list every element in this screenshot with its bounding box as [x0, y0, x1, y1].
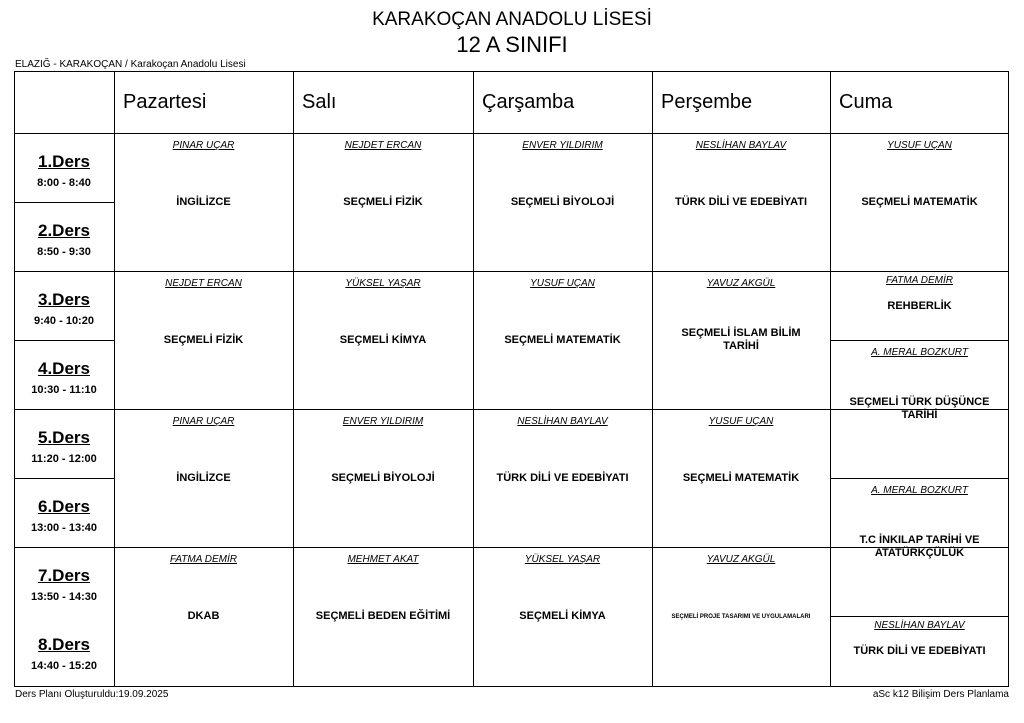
- subject-name: SEÇMELİ MATEMATİK: [504, 334, 621, 346]
- subject-name: TÜRK DİLİ VE EDEBİYATI: [674, 196, 808, 208]
- day-header-tuesday: Salı: [302, 90, 337, 113]
- subject-name: SEÇMELİ KİMYA: [519, 610, 606, 622]
- teacher-name: NESLİHAN BAYLAV: [695, 140, 787, 151]
- period-2: [14, 202, 114, 271]
- day-header-wednesday: Çarşamba: [482, 90, 575, 113]
- teacher-name: YÜKSEL YAŞAR: [345, 278, 421, 289]
- period-name: 4.Ders: [38, 359, 90, 378]
- lesson-cell: [114, 409, 293, 547]
- teacher-name: NESLİHAN BAYLAV: [517, 416, 608, 427]
- subject-name: SEÇMELİ KİMYA: [339, 334, 427, 346]
- teacher-name: NESLİHAN BAYLAV: [874, 620, 965, 631]
- subject-name: SEÇMELİ PROJE TASARIMI VE UYGULAMALARI: [671, 614, 811, 620]
- period-6: [14, 478, 114, 547]
- teacher-name: A. MERAL BOZKURT: [871, 347, 968, 358]
- teacher-name: PINAR UÇAR: [172, 140, 235, 151]
- subject-name: İNGİLİZCE: [176, 472, 231, 484]
- teacher-name: NEJDET ERCAN: [165, 278, 242, 289]
- lesson-cell: [293, 271, 473, 409]
- period-time: 10:30 - 11:10: [31, 384, 97, 396]
- subject-name: TÜRK DİLİ VE EDEBİYATI: [853, 645, 986, 657]
- lesson-cell: [114, 547, 293, 685]
- subject-name: REHBERLİK: [887, 300, 952, 312]
- lesson-cell: [473, 271, 652, 409]
- lesson-cell: [114, 271, 293, 409]
- period-name: 6.Ders: [38, 497, 90, 516]
- lesson-cell: [293, 409, 473, 547]
- teacher-name: NEJDET ERCAN: [344, 140, 422, 151]
- period-name: 3.Ders: [38, 290, 90, 309]
- day-header-thursday: Perşembe: [661, 90, 753, 113]
- subject-name: SEÇMELİ FİZİK: [343, 196, 423, 208]
- period-7: [14, 547, 114, 616]
- lesson-cell: [293, 133, 473, 271]
- teacher-name: FATMA DEMİR: [885, 275, 954, 286]
- teacher-name: YUSUF UÇAN: [708, 416, 774, 427]
- teacher-name: YUSUF UÇAN: [530, 278, 595, 289]
- subject-name: DKAB: [187, 610, 220, 622]
- teacher-name: ENVER YILDIRIM: [522, 140, 603, 151]
- teacher-name: MEHMET AKAT: [347, 554, 419, 565]
- day-header-monday: Pazartesi: [123, 90, 207, 113]
- teacher-name: FATMA DEMİR: [169, 554, 238, 565]
- subject-name: SEÇMELİ BİYOLOJİ: [510, 196, 615, 208]
- period-5: [14, 409, 114, 478]
- teacher-name: YÜKSEL YAŞAR: [524, 554, 601, 565]
- lesson-cell: [652, 133, 830, 271]
- subject-name: T.C İNKILAP TARİHİ VE ATATÜRKÇÜLÜK: [859, 534, 980, 559]
- lesson-cell: [830, 478, 1009, 616]
- period-name: 1.Ders: [38, 152, 90, 171]
- timetable-grid: [14, 71, 1009, 687]
- subject-name: SEÇMELİ MATEMATİK: [682, 472, 800, 484]
- period-time: 13:50 - 14:30: [30, 591, 98, 603]
- school-title: KARAKOÇAN ANADOLU LİSESİ: [372, 9, 652, 30]
- lesson-cell: [473, 547, 652, 685]
- lesson-cell: [830, 133, 1009, 271]
- period-name: 7.Ders: [38, 566, 90, 585]
- day-header-friday: Cuma: [839, 90, 893, 113]
- subject-name: TÜRK DİLİ VE EDEBİYATI: [496, 472, 629, 484]
- lesson-cell: [830, 340, 1009, 478]
- period-time: 9:40 - 10:20: [34, 315, 94, 327]
- period-time: 11:20 - 12:00: [31, 453, 97, 465]
- subject-name: SEÇMELİ TÜRK DÜŞÜNCE TARİHİ: [849, 396, 990, 421]
- lesson-cell: [830, 616, 1009, 685]
- subject-name: SEÇMELİ MATEMATİK: [861, 196, 978, 208]
- teacher-name: ENVER YILDIRIM: [342, 416, 424, 427]
- period-8: [14, 616, 114, 685]
- period-name: 5.Ders: [38, 428, 90, 447]
- lesson-cell: [293, 547, 473, 685]
- subject-name: İNGİLİZCE: [176, 196, 231, 208]
- lesson-cell: [114, 133, 293, 271]
- period-time: 8:50 - 9:30: [37, 246, 91, 258]
- period-time: 13:00 - 13:40: [30, 522, 98, 534]
- subject-name: SEÇMELİ BEDEN EĞİTİMİ: [315, 610, 451, 622]
- period-1: [14, 133, 114, 202]
- teacher-name: YUSUF UÇAN: [887, 140, 952, 151]
- class-title: 12 A SINIFI: [456, 32, 568, 57]
- lesson-cell: [652, 409, 830, 547]
- teacher-name: YAVUZ AKGÜL: [706, 554, 776, 565]
- period-4: [14, 340, 114, 409]
- lesson-cell: [473, 409, 652, 547]
- lesson-cell: [652, 271, 830, 409]
- period-3: [14, 271, 114, 340]
- subject-name: SEÇMELİ FİZİK: [163, 334, 244, 346]
- teacher-name: YAVUZ AKGÜL: [706, 278, 776, 289]
- subject-name: SEÇMELİ İSLAM BİLİM TARİHİ: [681, 327, 801, 352]
- created-date: Ders Planı Oluşturuldu:19.09.2025: [15, 689, 169, 700]
- lesson-cell: [830, 271, 1009, 340]
- period-time: 14:40 - 15:20: [30, 660, 98, 672]
- teacher-name: PINAR UÇAR: [172, 416, 235, 427]
- period-name: 8.Ders: [38, 635, 90, 654]
- location-label: ELAZIĞ - KARAKOÇAN / Karakoçan Anadolu Lisesi: [15, 59, 246, 70]
- period-name: 2.Ders: [38, 221, 90, 240]
- lesson-cell: [652, 547, 830, 685]
- lesson-cell: [473, 133, 652, 271]
- teacher-name: A. MERAL BOZKURT: [871, 485, 968, 496]
- period-time: 8:00 - 8:40: [37, 177, 91, 189]
- software-credit: aSc k12 Bilişim Ders Planlama: [872, 689, 1009, 700]
- subject-name: SEÇMELİ BİYOLOJİ: [331, 472, 435, 484]
